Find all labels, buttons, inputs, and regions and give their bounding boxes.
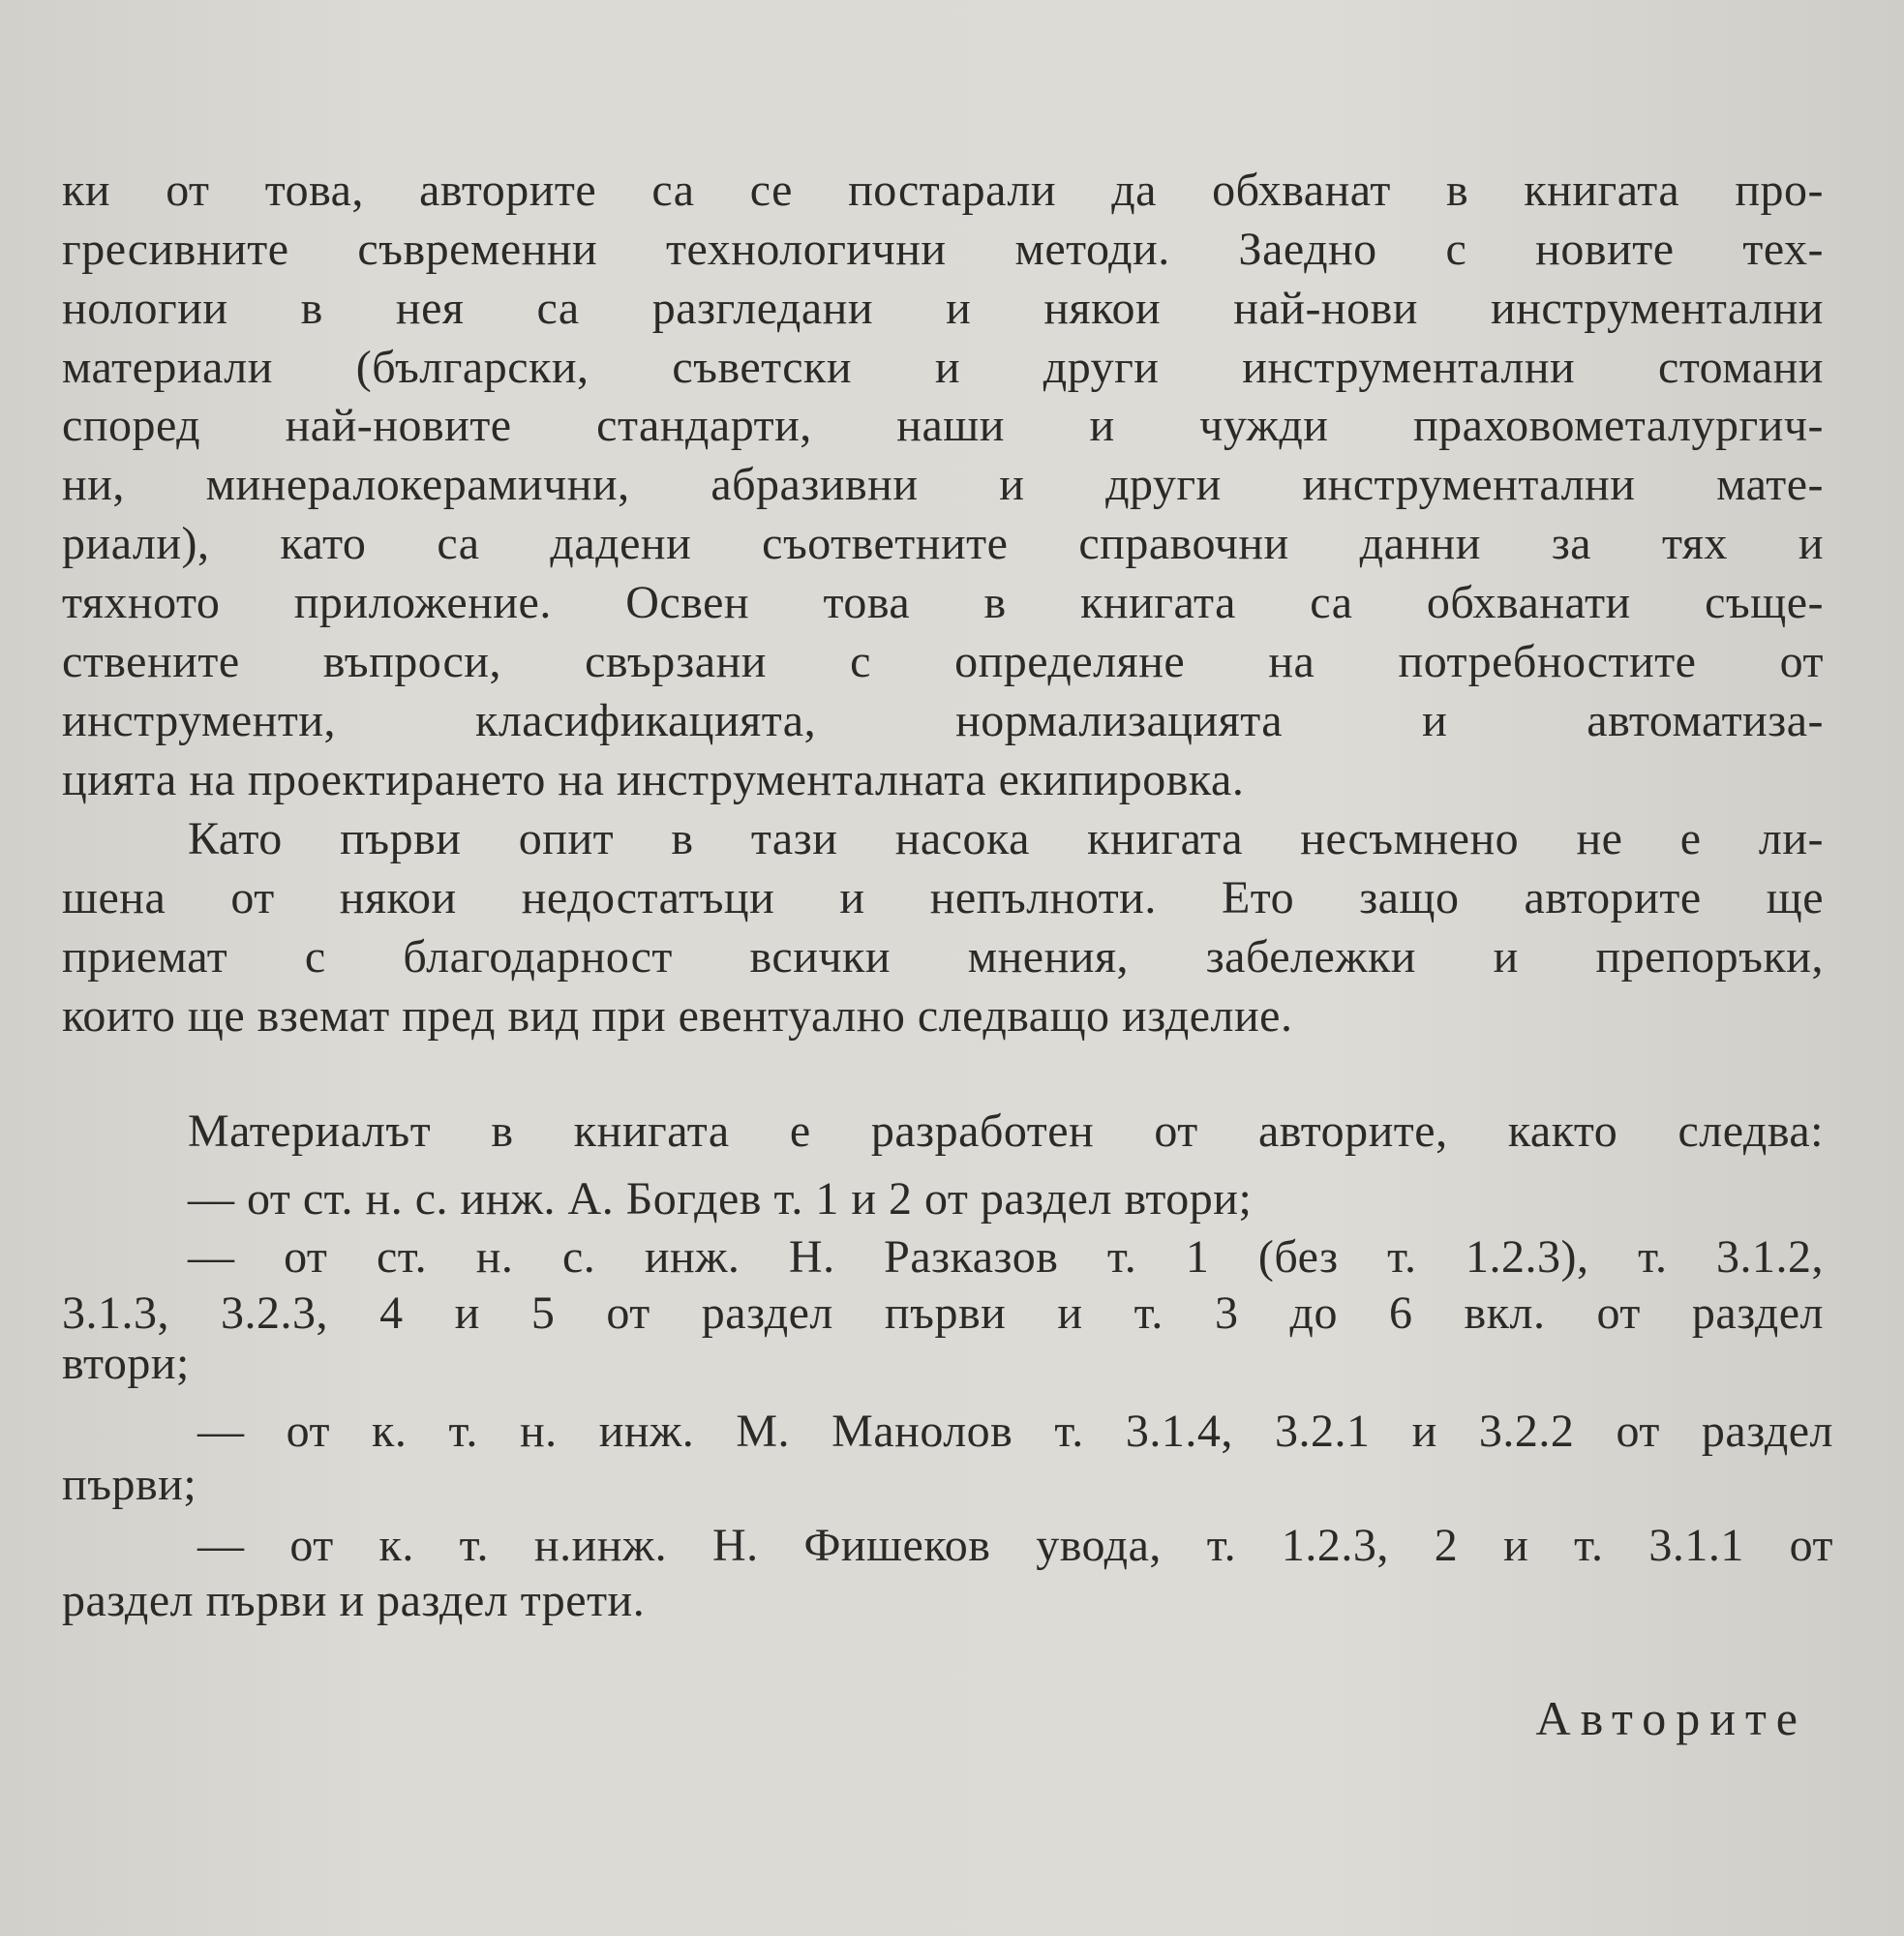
contribution-line: — от к. т. н.инж. Н. Фишеков увода, т. 1.2.3, 2 и т. 3.1.1 от — [197, 1520, 1833, 1571]
contribution-line: 3.1.3, 3.2.3, 4 и 5 от раздел първи и т. 3 до 6 вкл. от раздел — [62, 1287, 1824, 1339]
paragraph-1-line: ки от това, авторите са се постарали да обхванат в книгата про- — [62, 165, 1824, 216]
paragraph-1-line: материали (български, съветски и други инструментални стомани — [62, 342, 1824, 393]
paragraph-1-line: тяхното приложение. Освен това в книгата са обхванати съще- — [62, 577, 1824, 628]
paragraph-1-line: нологии в нея са разгледани и някои най-нови инструментални — [62, 283, 1824, 334]
paragraph-1-line: ни, минералокерамични, абразивни и други инструментални мате- — [62, 459, 1824, 510]
paragraph-1-line: гресивните съвременни технологични методи. Заедно с новите тех- — [62, 224, 1824, 275]
paragraph-2-line: приемат с благодарност всички мнения, забележки и препоръки, — [62, 931, 1824, 983]
paragraph-1-line: според най-новите стандарти, наши и чужди праховометалургич- — [62, 400, 1824, 451]
contribution-line: — от ст. н. с. инж. А. Богдев т. 1 и 2 от раздел втори; — [188, 1173, 1253, 1225]
paragraph-2-line: Като първи опит в тази насока книгата несъмнено не е ли- — [188, 813, 1824, 864]
contribution-line: втори; — [62, 1338, 190, 1389]
authors-intro: Материалът в книгата е разработен от авторите, както следва: — [188, 1105, 1824, 1157]
paragraph-1-line: цията на проектирането на инструменталната екипировка. — [62, 754, 1245, 805]
contribution-line: — от к. т. н. инж. М. Манолов т. 3.1.4, 3.2.1 и 3.2.2 от раздел — [197, 1406, 1833, 1457]
contribution-line: първи; — [62, 1459, 197, 1510]
contribution-line: — от ст. н. с. инж. Н. Разказов т. 1 (без т. 1.2.3), т. 3.1.2, — [188, 1231, 1824, 1283]
paragraph-2-line: шена от някои недостатъци и непълноти. Ето защо авторите ще — [62, 872, 1824, 923]
paragraph-1-line: ствените въпроси, свързани с определяне на потребностите от — [62, 636, 1824, 687]
signature: Авторите — [1535, 1691, 1807, 1745]
paragraph-1-line: инструменти, класификацията, нормализацията и автоматиза- — [62, 695, 1824, 746]
contribution-line: раздел първи и раздел трети. — [62, 1575, 646, 1626]
paragraph-2-line: които ще вземат пред вид при евентуално следващо изделие. — [62, 990, 1293, 1042]
paragraph-1-line: риали), като са дадени съответните справочни данни за тях и — [62, 518, 1824, 569]
